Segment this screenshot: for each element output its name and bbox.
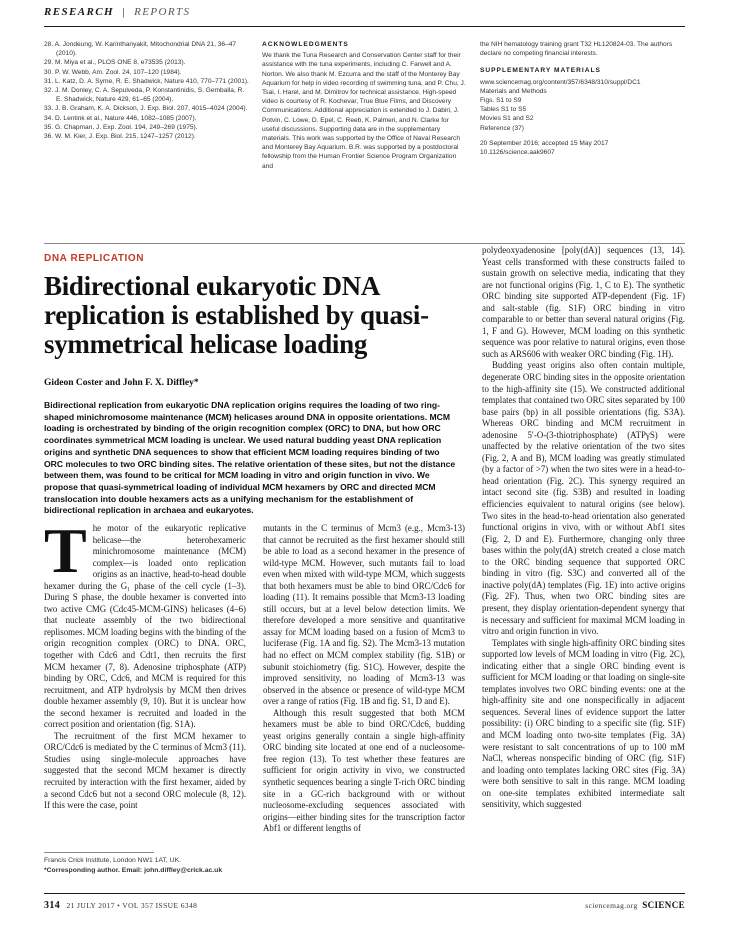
supplementary-block (480, 40, 685, 157)
affiliation-block (44, 856, 249, 875)
issue-info: 21 JULY 2017 • VOL 357 ISSUE 6348 (66, 901, 198, 910)
reference-item: 32. J. M. Donley, C. A. Sepulveda, P. Konstantinidis, S. Gemballa, R. E. Shadwick, Nature 429, 61–65 (2004). (44, 87, 245, 104)
supplementary-line: Movies S1 and S2 (480, 115, 534, 123)
affiliation: Francis Crick Institute, London NW1 1AT, UK. (44, 857, 181, 864)
footer-rule (44, 893, 685, 894)
reference-item: 36. W. M. Kier, J. Exp. Biol. 215, 1247–1257 (2012). (44, 133, 196, 141)
header-rule (44, 26, 685, 27)
section-divider (44, 243, 685, 244)
body-paragraph: mutants in the C terminus of Mcm3 (e.g., Mcm3-13) that cannot be recruited as the first hexamer should still be able to load as a second hexamer in the presence of wild-type MCM. However, such mutants fail to load even when mixed with wild-type MCM, which suggests that both hexamers must be able to bind ORC/Cdc6 for loading (11). It remains possible that Mcm3-13 loading still occurs, but at a level below detection limits. We therefore developed a more sensitive and quantitative assay for MCM loading based on a fusion of Mcm3 to luciferase (Fig. 1A and fig. S2). The Mcm3-13 mutation had no effect on MCM complex stability (fig. S1B) or subunit stoichiometry (fig. S1C). However, despite the improved sensitivity, no loading of Mcm3-13 was observed in the absence or presence of wild-type MCM over a range of ratios (Fig. 1B and fig. S1, D and E). (263, 523, 465, 707)
journal-name: SCIENCE (642, 900, 685, 910)
acknowledgments-text: We thank the Tuna Research and Conservation Center staff for their assistance with the tuna experiments, including C. Farwell and A. Norton. We also thank M. Ezcurra and the staff of the Monterey Bay Aquarium for help in video recording of swimming tuna, and P. Chu, J. Tsai, I. Harel, and M. Dimitrov for technical assistance. High-speed video is courtesy of R. Kochevar, True Blue Films, and Discovery Communications. Additional appreciation is extended to J. Dabiri, J. Potvin, C. Lowe, D. Epel, C. Reeb, K. Palmeri, and N. Clarke for useful discussions. Supporting data are in the supplementary materials. This work was supported by the Office of Naval Research and Monterey Bay Aquarium. B.R. was supported by a postdoctoral fellowship from the Human Frontier Science Program Organization and (262, 52, 466, 170)
supplementary-line: Reference (37) (480, 124, 524, 132)
reference-item: 31. L. Katz, D. A. Syme, R. E. Shadwick, Nature 410, 770–771 (2001). (44, 77, 249, 85)
corresponding-author: *Corresponding author. Email: john.diffley@crick.ac.uk (44, 866, 223, 874)
subsection-label: REPORTS (134, 6, 191, 18)
article-kicker: DNA REPLICATION (44, 253, 145, 264)
supplementary-line: Materials and Methods (480, 87, 547, 95)
article-abstract: Bidirectional replication from eukaryotic DNA replication origins requires the loading of two ring-shaped minichromosome maintenance (MCM) helicases around DNA in opposite orientations. MCM loading is orchestrated by binding of the origin recognition complex (ORC) to DNA, but how ORC coordinates symmetrical MCM loading is unclear. We used natural budding yeast DNA replication origins and synthetic DNA sequences to show that efficient MCM loading requires binding of two ORC molecules to two ORC binding sites. The relative orientation of these sites, but not the distance between them, was found to be critical for MCM loading in vitro and origin function in vivo. We propose that quasi-symmetrical loading of individual MCM hexamers by ORC and directed MCM translocation into double hexamers acts as a unifying mechanism for the establishment of bidirectional replication in archaea and eukaryotes. (44, 400, 456, 516)
supplementary-url[interactable]: www.sciencemag.org/content/357/6348/310/suppl/DC1 (480, 78, 641, 86)
supplementary-heading: SUPPLEMENTARY MATERIALS (480, 67, 601, 75)
footer-right (585, 900, 685, 910)
reference-item: 33. J. B. Graham, K. A. Dickson, J. Exp. Biol. 207, 4015–4024 (2004). (44, 105, 248, 113)
body-paragraph: Although this result suggested that both MCM hexamers must be able to bind ORC/Cdc6, budding yeast origins generally contain a single high-affinity ORC binding site located at one end of a nucleosome-free region (13). To test whether these features are sufficient for origin activity in vivo, we constructed synthetic sequences bearing a single T-rich ORC binding site in a GC-rich background with or without nucleosome-excluding sequences associated with origins—either binding sites for the transcription factor Abf1 or different lengths of (263, 707, 465, 834)
header-separator: | (122, 6, 126, 18)
body-column-2 (263, 523, 465, 835)
reference-item: 29. M. Miya et al., PLOS ONE 8, e73535 (2013). (44, 59, 186, 67)
reference-item: 35. G. Chapman, J. Exp. Zool. 194, 249–269 (1975). (44, 123, 198, 131)
body-column-3 (482, 245, 685, 811)
site-name[interactable]: sciencemag.org (585, 901, 638, 910)
body-paragraph: Budding yeast origins also often contain multiple, degenerate ORC binding sites in the opposite orientation to the high-affinity site (15). We constructed additional templates that contained two ORC sites separated by 100 base pairs (bp) in all possible orientations (fig. S3A). Whereas ORC binding and MCM recruitment in adenosine 5′-O-(3-thiotriphosphate) (ATPγS) were unaffected by the relative orientation of the two sites (Fig. 2, A and B), MCM loading was greatly stimulated (by a factor of >7) when the two sites were in a head-to-head orientation (Fig. 2C). This synergy required an intact second site (fig. S3B) and resulted in loading efficiencies equivalent to natural origins (see below). Two sites in the head-to-head orientation also generated functional origins in vivo, with or without Abf1 sites (Fig. 2, D and E). Furthermore, changing only three bases within the poly(dA) stretch created a close match to the ORC binding sequence that supported ORC binding in vitro (fig. S3C) and converted all of the inactive poly(dA) templates (Fig. 1E) into active origins (Fig. 2F). Thus, when two ORC binding sites are present, they display orientation-dependent synergy that is necessary and sufficient for maximal MCM loading in vitro and origin function in vivo. (482, 360, 685, 637)
supplementary-line: Figs. S1 to S9 (480, 97, 522, 105)
section-label: RESEARCH (44, 6, 114, 18)
body-paragraph: Templates with single high-affinity ORC binding sites supported low levels of MCM loading in vitro (Fig. 2C), indicating either that a single ORC binding event is sufficient for MCM loading or that loading on single-site templates involves two ORC binding events: one at the high-affinity site and one nonspecifically in adjacent sequences. Several lines of evidence support the latter possibility: (i) ORC binding to a specific site (fig. S1F) and MCM loading onto two-site templates (Fig. 3A) were resistant to salt concentrations of up to 100 mM NaCl, whereas nonspecific binding of ORC (fig. S1F) and loading onto templates lacking ORC sites (Fig. 3A) were both sensitive to salt in this range. MCM loading on one-site templates exhibited intermediate salt sensitivity, which suggested (482, 637, 685, 810)
reference-item: 28. A. Jondeung, W. Karinthanyakit, Mitochondrial DNA 21, 36–47 (2010). (44, 41, 237, 58)
drop-cap: T (44, 515, 87, 586)
reference-item: 34. D. Lentink et al., Nature 446, 1082–1085 (2007). (44, 114, 197, 122)
running-header (44, 6, 190, 18)
received-dates: 20 September 2016; accepted 15 May 2017 (480, 139, 609, 147)
acknowledgments-continued: the NIH hematology training grant T32 HL120824-03. The authors declare no competing financial interests. (480, 41, 673, 58)
body-paragraph: The motor of the eukaryotic replicative helicase—the heterohexameric minichromosome maintenance (MCM) complex—is loaded onto replication origins as an inactive, head-to-head double hexamer during the G₁ phase of the cell cycle (1–3). During S phase, the double hexamer is converted into two active CMG (Cdc45-MCM-GINS) helicases (4–6) that nucleate assembly of the two bidirectional replisomes. MCM loading begins with the binding of the origin recognition complex (ORC) to DNA. ORC, together with Cdc6 and Cdt1, then recruits the first MCM hexamer (7, 8). Adenosine triphosphate (ATP) binding by ORC, Cdc6, and MCM is required for this recruitment, and ATP hydrolysis by MCM then drives double hexamer assembly (9, 10). But it is unclear how the second hexamer is recruited and loaded in the correct position and orientation (fig. S1A). (44, 515, 246, 730)
body-paragraph: The recruitment of the first MCM hexamer to ORC/Cdc6 is mediated by the C terminus of Mcm3 (11). Studies using single-molecule approaches have suggested that the second MCM hexamer is directly recruited by interaction with the first hexamer, aided by a second Cdc6 but not a second ORC molecule (8, 12). If this were the case, point (44, 730, 246, 811)
footer-left (44, 900, 197, 911)
body-paragraph: polydeoxyadenosine [poly(dA)] sequences (13, 14). Yeast cells transformed with these constructs failed to sustain growth on selective media, indicating that they are not functional origins (Fig. 1, C to E). The synthetic ORC binding site supported ATP-dependent (Fig. 1F) and salt-stable (fig. S1F) ORC binding in vitro comparable to or better than several natural origins (Fig. 1, F and G). However, MCM loading on this synthetic sequence was poor relative to natural origins, even those such as ARS606 with weaker ORC binding (Fig. 1H). (482, 245, 685, 359)
acknowledgments-heading: ACKNOWLEDGMENTS (262, 41, 349, 48)
affiliation-rule (44, 852, 154, 853)
supplementary-line: Tables S1 to S5 (480, 106, 527, 114)
page-number: 314 (44, 900, 61, 911)
reference-item: 30. P. W. Webb, Am. Zool. 24, 107–120 (1984). (44, 68, 182, 76)
article-title: Bidirectional eukaryotic DNA replication is established by quasi-symmetrical helicase loading (44, 271, 429, 359)
reference-list (44, 40, 249, 141)
article-authors: Gideon Coster and John F. X. Diffley* (44, 378, 199, 388)
body-column-1 (44, 515, 246, 812)
doi: 10.1126/science.aak9607 (480, 149, 555, 157)
acknowledgments (262, 40, 467, 171)
